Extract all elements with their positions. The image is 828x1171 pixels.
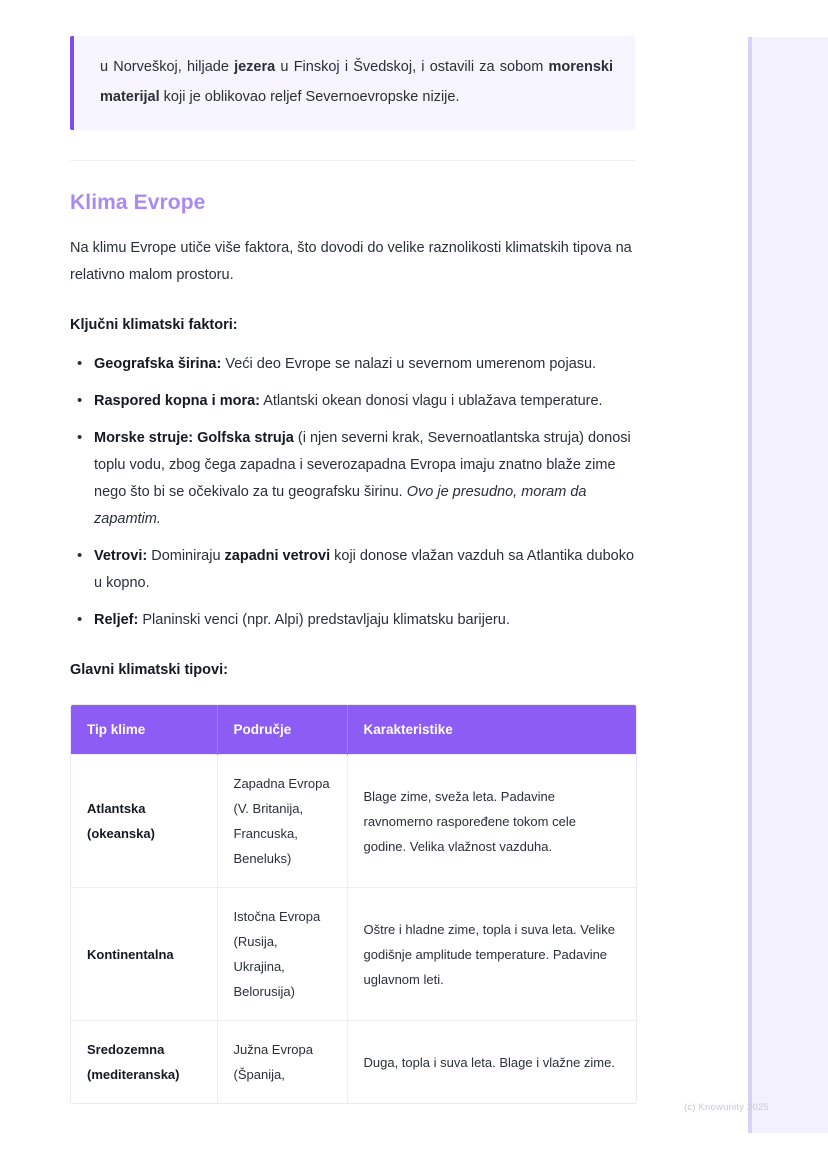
list-item: • Geografska širina: Veći deo Evrope se nalazi u severnom umerenom pojasu. xyxy=(94,351,635,378)
climate-types-table-wrapper xyxy=(70,704,637,1104)
cell-karakteristike: Oštre i hladne zime, topla i suva leta. Velike godišnje amplitude temperature. Padavine uglavnom leti. xyxy=(347,888,636,1021)
cell-podrucje: Zapadna Evropa (V. Britanija, Francuska, Beneluks) xyxy=(217,755,347,888)
cell-tip-klime: Kontinentalna xyxy=(71,888,217,1021)
section-divider xyxy=(70,160,635,161)
cell-karakteristike: Blage zime, sveža leta. Padavine ravnomerno raspoređene tokom cele godine. Velika vlažnost vazduha. xyxy=(347,755,636,888)
right-side-panel xyxy=(748,37,828,1133)
cell-tip-klime: Atlantska (okeanska) xyxy=(71,755,217,888)
table-body xyxy=(71,755,636,1104)
climate-types-heading: Glavni klimatski tipovi: xyxy=(70,662,228,678)
intro-paragraph: Na klimu Evrope utiče više faktora, što dovodi do velike raznolikosti klimatskih tipova na relativno malom prostoru. xyxy=(70,240,632,283)
list-item: • Vetrovi: Dominiraju zapadni vetrovi koji donose vlažan vazduh sa Atlantika duboko u kopno. xyxy=(94,543,635,597)
list-item: • Raspored kopna i mora: Atlantski okean donosi vlagu i ublažava temperature. xyxy=(94,388,635,415)
cell-podrucje: Južna Evropa (Španija, xyxy=(217,1021,347,1104)
table-row xyxy=(71,1021,636,1104)
document-content xyxy=(70,0,635,1104)
cell-podrucje: Istočna Evropa (Rusija, Ukrajina, Belorusija) xyxy=(217,888,347,1021)
page-title: Klima Evrope xyxy=(70,191,206,214)
column-header-karakteristike: Karakteristike xyxy=(347,705,636,755)
column-header-podrucje: Područje xyxy=(217,705,347,755)
cell-karakteristike: Duga, topla i suva leta. Blage i vlažne zime. xyxy=(347,1021,636,1104)
column-header-tip-klime: Tip klime xyxy=(71,705,217,755)
blockquote-callout xyxy=(70,36,635,130)
table-row xyxy=(71,888,636,1021)
table-header-row xyxy=(71,705,636,755)
watermark: (c) Knowunity 2025 xyxy=(684,1102,769,1113)
cell-tip-klime: Sredozemna (mediteranska) xyxy=(71,1021,217,1104)
right-side-panel-edge xyxy=(748,37,752,1133)
climate-types-table xyxy=(71,705,636,1103)
blockquote-text: u Norveškoj, hiljade jezera u Finskoj i Švedskoj, i ostavili za sobom morenski materijal koji je oblikovao reljef Severnoevropske nizije. xyxy=(100,59,613,105)
table-row xyxy=(71,755,636,888)
climate-factors-list xyxy=(70,351,635,634)
factors-heading: Ključni klimatski faktori: xyxy=(70,317,238,333)
list-item: • Morske struje: Golfska struja (i njen severni krak, Severnoatlantska struja) donosi toplu vodu, zbog čega zapadna i severozapadna Evropa imaju znatno blaže zime nego što bi se očekivalo za tu geografsku širinu. Ovo je presudno, moram da zapamtim. xyxy=(94,425,635,533)
list-item: • Reljef: Planinski venci (npr. Alpi) predstavljaju klimatsku barijeru. xyxy=(94,607,635,634)
